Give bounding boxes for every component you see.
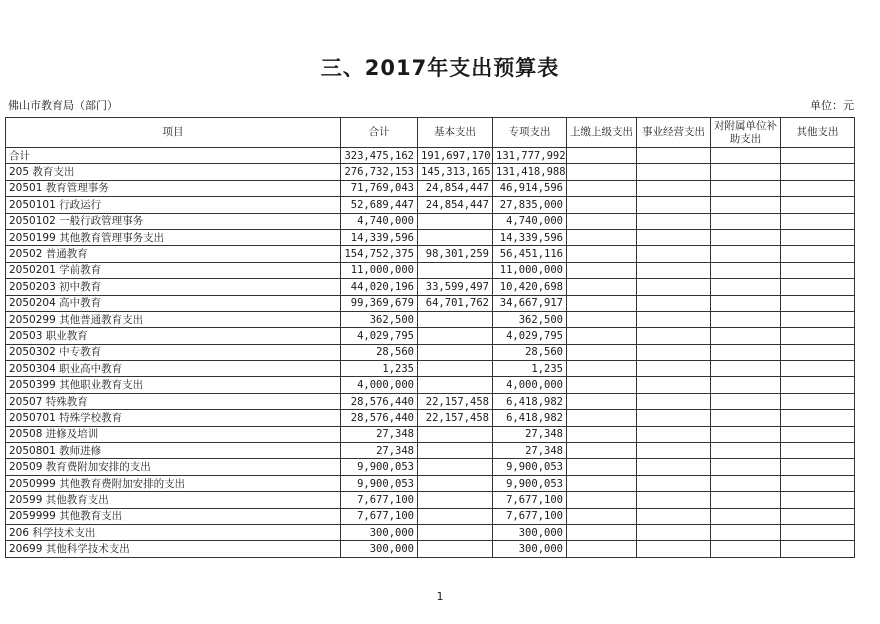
special-cell: 9,900,053 [493, 475, 567, 491]
special-cell: 46,914,596 [493, 180, 567, 196]
upper-cell [567, 197, 637, 213]
row-item-cell: 20503 职业教育 [6, 328, 341, 344]
other-cell [781, 279, 855, 295]
subsidy-cell [711, 524, 781, 540]
subsidy-cell [711, 246, 781, 262]
business-cell [637, 180, 711, 196]
upper-cell [567, 459, 637, 475]
subsidy-cell [711, 328, 781, 344]
basic-cell: 24,854,447 [418, 197, 493, 213]
row-item-cell: 合计 [6, 148, 341, 164]
other-cell [781, 295, 855, 311]
subsidy-cell [711, 410, 781, 426]
special-cell: 34,667,917 [493, 295, 567, 311]
budget-table [5, 117, 855, 558]
basic-cell [418, 443, 493, 459]
business-cell [637, 344, 711, 360]
business-cell [637, 492, 711, 508]
table-row [6, 311, 855, 327]
basic-cell [418, 426, 493, 442]
column-header: 事业经营支出 [637, 118, 711, 148]
business-cell [637, 361, 711, 377]
special-cell: 56,451,116 [493, 246, 567, 262]
business-cell [637, 459, 711, 475]
special-cell: 300,000 [493, 541, 567, 557]
row-item-cell: 2050204 高中教育 [6, 295, 341, 311]
row-item-cell: 2050304 职业高中教育 [6, 361, 341, 377]
basic-cell [418, 475, 493, 491]
basic-cell [418, 541, 493, 557]
row-item-cell: 20509 教育费附加安排的支出 [6, 459, 341, 475]
subsidy-cell [711, 361, 781, 377]
other-cell [781, 164, 855, 180]
table-row [6, 524, 855, 540]
other-cell [781, 541, 855, 557]
subsidy-cell [711, 459, 781, 475]
total-cell: 9,900,053 [341, 459, 418, 475]
table-row [6, 377, 855, 393]
total-cell: 27,348 [341, 426, 418, 442]
business-cell [637, 279, 711, 295]
row-item-cell: 2050701 特殊学校教育 [6, 410, 341, 426]
special-cell: 28,560 [493, 344, 567, 360]
total-cell: 27,348 [341, 443, 418, 459]
column-header: 上缴上级支出 [567, 118, 637, 148]
table-row [6, 229, 855, 245]
basic-cell [418, 328, 493, 344]
upper-cell [567, 148, 637, 164]
other-cell [781, 410, 855, 426]
other-cell [781, 197, 855, 213]
total-cell: 362,500 [341, 311, 418, 327]
basic-cell: 64,701,762 [418, 295, 493, 311]
table-row [6, 148, 855, 164]
basic-cell: 98,301,259 [418, 246, 493, 262]
other-cell [781, 262, 855, 278]
column-header: 合计 [341, 118, 418, 148]
special-cell: 300,000 [493, 524, 567, 540]
subsidy-cell [711, 180, 781, 196]
unit-label: 单位：元 [810, 99, 854, 112]
basic-cell [418, 524, 493, 540]
total-cell: 99,369,679 [341, 295, 418, 311]
other-cell [781, 361, 855, 377]
special-cell: 362,500 [493, 311, 567, 327]
table-header-row [6, 118, 855, 148]
table-row [6, 541, 855, 557]
row-item-cell: 20508 进修及培训 [6, 426, 341, 442]
subsidy-cell [711, 229, 781, 245]
special-cell: 27,348 [493, 443, 567, 459]
total-cell: 44,020,196 [341, 279, 418, 295]
table-row [6, 344, 855, 360]
table-row [6, 443, 855, 459]
special-cell: 9,900,053 [493, 459, 567, 475]
table-row [6, 328, 855, 344]
total-cell: 14,339,596 [341, 229, 418, 245]
table-row [6, 279, 855, 295]
business-cell [637, 426, 711, 442]
other-cell [781, 229, 855, 245]
subsidy-cell [711, 311, 781, 327]
row-item-cell: 2050801 教师进修 [6, 443, 341, 459]
other-cell [781, 246, 855, 262]
total-cell: 52,689,447 [341, 197, 418, 213]
basic-cell [418, 344, 493, 360]
table-row [6, 197, 855, 213]
subsidy-cell [711, 377, 781, 393]
basic-cell [418, 508, 493, 524]
row-item-cell: 2050999 其他教育费附加安排的支出 [6, 475, 341, 491]
other-cell [781, 443, 855, 459]
special-cell: 7,677,100 [493, 508, 567, 524]
total-cell: 7,677,100 [341, 508, 418, 524]
special-cell: 10,420,698 [493, 279, 567, 295]
other-cell [781, 148, 855, 164]
upper-cell [567, 524, 637, 540]
upper-cell [567, 377, 637, 393]
subsidy-cell [711, 541, 781, 557]
total-cell: 28,576,440 [341, 393, 418, 409]
special-cell: 6,418,982 [493, 393, 567, 409]
basic-cell: 22,157,458 [418, 393, 493, 409]
upper-cell [567, 508, 637, 524]
row-item-cell: 2050201 学前教育 [6, 262, 341, 278]
subsidy-cell [711, 148, 781, 164]
upper-cell [567, 475, 637, 491]
row-item-cell: 2050203 初中教育 [6, 279, 341, 295]
other-cell [781, 344, 855, 360]
row-item-cell: 20507 特殊教育 [6, 393, 341, 409]
special-cell: 14,339,596 [493, 229, 567, 245]
business-cell [637, 524, 711, 540]
other-cell [781, 213, 855, 229]
table-row [6, 426, 855, 442]
subsidy-cell [711, 197, 781, 213]
basic-cell: 191,697,170 [418, 148, 493, 164]
business-cell [637, 246, 711, 262]
total-cell: 7,677,100 [341, 492, 418, 508]
table-body [6, 148, 855, 558]
table-row [6, 262, 855, 278]
row-item-cell: 20502 普通教育 [6, 246, 341, 262]
upper-cell [567, 180, 637, 196]
upper-cell [567, 262, 637, 278]
row-item-cell: 206 科学技术支出 [6, 524, 341, 540]
total-cell: 4,000,000 [341, 377, 418, 393]
total-cell: 154,752,375 [341, 246, 418, 262]
special-cell: 27,835,000 [493, 197, 567, 213]
table-row [6, 213, 855, 229]
total-cell: 28,560 [341, 344, 418, 360]
row-item-cell: 2050101 行政运行 [6, 197, 341, 213]
table-row [6, 410, 855, 426]
total-cell: 4,029,795 [341, 328, 418, 344]
row-item-cell: 205 教育支出 [6, 164, 341, 180]
row-item-cell: 2050302 中专教育 [6, 344, 341, 360]
other-cell [781, 180, 855, 196]
basic-cell: 33,599,497 [418, 279, 493, 295]
row-item-cell: 20501 教育管理事务 [6, 180, 341, 196]
column-header: 对附属单位补助支出 [711, 118, 781, 148]
upper-cell [567, 229, 637, 245]
business-cell [637, 295, 711, 311]
other-cell [781, 377, 855, 393]
business-cell [637, 393, 711, 409]
total-cell: 28,576,440 [341, 410, 418, 426]
business-cell [637, 311, 711, 327]
subsidy-cell [711, 279, 781, 295]
row-item-cell: 20599 其他教育支出 [6, 492, 341, 508]
subsidy-cell [711, 492, 781, 508]
basic-cell [418, 311, 493, 327]
special-cell: 131,418,988 [493, 164, 567, 180]
table-row [6, 492, 855, 508]
upper-cell [567, 393, 637, 409]
basic-cell: 24,854,447 [418, 180, 493, 196]
column-header: 专项支出 [493, 118, 567, 148]
upper-cell [567, 492, 637, 508]
special-cell: 1,235 [493, 361, 567, 377]
other-cell [781, 328, 855, 344]
basic-cell [418, 377, 493, 393]
other-cell [781, 475, 855, 491]
business-cell [637, 213, 711, 229]
basic-cell [418, 229, 493, 245]
total-cell: 323,475,162 [341, 148, 418, 164]
subsidy-cell [711, 443, 781, 459]
page-number: 1 [436, 590, 444, 603]
special-cell: 4,029,795 [493, 328, 567, 344]
basic-cell [418, 492, 493, 508]
other-cell [781, 311, 855, 327]
table-row [6, 475, 855, 491]
table-row [6, 295, 855, 311]
business-cell [637, 475, 711, 491]
upper-cell [567, 213, 637, 229]
subsidy-cell [711, 213, 781, 229]
total-cell: 300,000 [341, 541, 418, 557]
department-label: 佛山市教育局（部门） [8, 99, 118, 112]
table-row [6, 361, 855, 377]
business-cell [637, 164, 711, 180]
total-cell: 276,732,153 [341, 164, 418, 180]
other-cell [781, 508, 855, 524]
row-item-cell: 2059999 其他教育支出 [6, 508, 341, 524]
special-cell: 4,000,000 [493, 377, 567, 393]
business-cell [637, 262, 711, 278]
upper-cell [567, 328, 637, 344]
special-cell: 4,740,000 [493, 213, 567, 229]
subsidy-cell [711, 344, 781, 360]
table-row [6, 459, 855, 475]
upper-cell [567, 361, 637, 377]
other-cell [781, 426, 855, 442]
business-cell [637, 541, 711, 557]
subsidy-cell [711, 393, 781, 409]
special-cell: 7,677,100 [493, 492, 567, 508]
other-cell [781, 459, 855, 475]
table-row [6, 164, 855, 180]
other-cell [781, 524, 855, 540]
table-row [6, 508, 855, 524]
subsidy-cell [711, 295, 781, 311]
row-item-cell: 2050102 一般行政管理事务 [6, 213, 341, 229]
column-header: 其他支出 [781, 118, 855, 148]
basic-cell [418, 262, 493, 278]
total-cell: 1,235 [341, 361, 418, 377]
business-cell [637, 508, 711, 524]
special-cell: 27,348 [493, 426, 567, 442]
subsidy-cell [711, 475, 781, 491]
page-title: 三、2017年支出预算表 [320, 56, 560, 80]
business-cell [637, 410, 711, 426]
total-cell: 4,740,000 [341, 213, 418, 229]
upper-cell [567, 541, 637, 557]
subsidy-cell [711, 426, 781, 442]
special-cell: 131,777,992 [493, 148, 567, 164]
upper-cell [567, 295, 637, 311]
business-cell [637, 328, 711, 344]
row-item-cell: 20699 其他科学技术支出 [6, 541, 341, 557]
row-item-cell: 2050299 其他普通教育支出 [6, 311, 341, 327]
basic-cell [418, 213, 493, 229]
column-header: 基本支出 [418, 118, 493, 148]
upper-cell [567, 311, 637, 327]
table-row [6, 180, 855, 196]
upper-cell [567, 164, 637, 180]
basic-cell: 22,157,458 [418, 410, 493, 426]
upper-cell [567, 426, 637, 442]
other-cell [781, 492, 855, 508]
column-header: 项目 [6, 118, 341, 148]
row-item-cell: 2050199 其他教育管理事务支出 [6, 229, 341, 245]
other-cell [781, 393, 855, 409]
total-cell: 300,000 [341, 524, 418, 540]
business-cell [637, 197, 711, 213]
row-item-cell: 2050399 其他职业教育支出 [6, 377, 341, 393]
subsidy-cell [711, 262, 781, 278]
total-cell: 9,900,053 [341, 475, 418, 491]
upper-cell [567, 410, 637, 426]
business-cell [637, 377, 711, 393]
upper-cell [567, 279, 637, 295]
total-cell: 71,769,043 [341, 180, 418, 196]
table-row [6, 246, 855, 262]
upper-cell [567, 344, 637, 360]
special-cell: 11,000,000 [493, 262, 567, 278]
subsidy-cell [711, 164, 781, 180]
basic-cell: 145,313,165 [418, 164, 493, 180]
upper-cell [567, 443, 637, 459]
total-cell: 11,000,000 [341, 262, 418, 278]
upper-cell [567, 246, 637, 262]
special-cell: 6,418,982 [493, 410, 567, 426]
business-cell [637, 229, 711, 245]
business-cell [637, 443, 711, 459]
basic-cell [418, 361, 493, 377]
basic-cell [418, 459, 493, 475]
table-row [6, 393, 855, 409]
subsidy-cell [711, 508, 781, 524]
business-cell [637, 148, 711, 164]
